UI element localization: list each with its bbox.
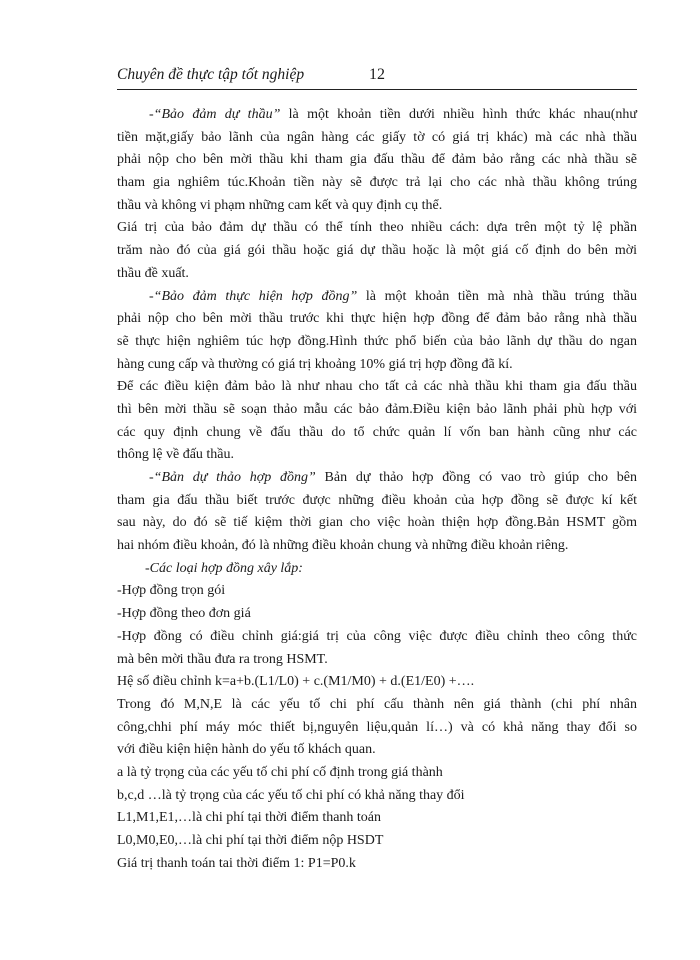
text-line: -Hợp đồng trọn gói [117,583,226,599]
text-line: Để các điều kiện đảm bảo là như nhau cho tất cả các nhà thầu khi tham gia đấu thầu [117,379,637,395]
text-line: L1,M1,E1,…là chi phí tại thời điểm thanh toán [117,810,382,826]
text-line: hai nhóm điều khoản, đó là những điều khoản chung và những điều khoản riêng. [117,538,569,554]
text-line: tham gia nghiêm túc.Khoản tiền này sẽ được trả lại cho các nhà thầu không trúng [117,175,637,191]
text-line: hàng cung cấp và thường có giá trị khoảng 10% giá trị hợp đồng đã kí. [117,356,513,372]
text-line: với điều kiện hiện hành do yếu tố khách quan. [117,742,376,758]
text-line: phải nộp cho bên mời thầu trước khi thực hiện hợp đồng để đảm bảo rằng nhà thầu [117,311,637,327]
text-line: -“Bản dự thảo hợp đồng” Bản dự thảo hợp đồng có vao trò giúp cho bên [149,470,637,485]
text-line: thầu và không vi phạm những cam kết và quy định cụ thể. [117,197,443,213]
page-header [117,64,637,90]
page-number: 12 [369,66,385,83]
text-line: tham gia đấu thầu biết trước được những điều khoản của hợp đồng sẽ được kí kết [117,492,637,508]
text-line: mà bên mời thầu đưa ra trong HSMT. [117,651,328,667]
text-line: -Hợp đồng có điều chỉnh giá:giá trị của công việc được điều chỉnh theo công thức [117,628,637,644]
text-line: phải nộp cho bên mời thầu khi tham gia đấu thầu để đảm bảo rằng các nhà thầu sẽ [117,152,637,168]
header-rule [117,89,637,90]
text-line: trăm nào đó của giá gói thầu hoặc giá dự thầu hoặc là một giá cố định do bên mời [117,243,637,259]
text-line: thông lệ về đấu thầu. [117,447,235,463]
text-line: -Các loại hợp đồng xây lắp: [145,560,303,576]
text-line: b,c,d …là tỷ trọng của các yếu tố chi phí có khả năng thay đổi [117,787,465,803]
text-line: sẽ thực hiện nghiêm túc hợp đồng.Hình thức phổ biến của bảo lãnh dự thầu do ngan [117,333,637,349]
text-line: Trong đó M,N,E là các yếu tố chi phí cấu thành nên giá thành (chi phí nhân [117,696,637,712]
document-body [117,104,637,875]
text-line: Giá trị của bảo đảm dự thầu có thể tính theo nhiều cách: dựa trên một tỷ lệ phần [117,220,637,236]
text-line: sau này, do đó sẽ tiế kiệm thời gian cho việc hoàn thiện hợp đồng.Bản HSMT gồm [117,515,637,531]
text-line: -“Bảo đảm dự thầu” là một khoản tiền dưới nhiều hình thức khác nhau(như [149,107,637,122]
text-line: tiền mặt,giấy bảo lãnh của ngân hàng các giấy tờ có giá trị khác) mà các nhà thầu [117,129,637,145]
text-line: Giá trị thanh toán tai thời điểm 1: P1=P0.k [117,855,356,871]
text-line: các quy định chung về đấu thầu do tổ chức quản lí vốn ban hành cũng như các [117,424,637,440]
text-line: -Hợp đồng theo đơn giá [117,606,251,622]
text-line: -“Bảo đảm thực hiện hợp đồng” là một khoản tiền mà nhà thầu trúng thầu [149,288,637,304]
text-line: công,chhi phí máy móc thiết bị,nguyên liệu,quản lí…) và có khả năng thay đổi so [117,719,637,735]
text-line: thầu đề xuất. [117,265,189,281]
text-line: L0,M0,E0,…là chi phí tại thời điểm nộp HSDT [117,833,384,848]
text-line: thì bên mời thầu sẽ soạn thảo mẫu các bảo đảm.Điều kiện bảo lãnh phải phù hợp với [117,401,637,417]
header-title: Chuyên đề thực tập tốt nghiệp [117,66,305,83]
text-line: a là tỷ trọng của các yếu tố chi phí cố định trong giá thành [117,764,443,780]
text-line: Hệ số điều chỉnh k=a+b.(L1/L0) + c.(M1/M0) + d.(E1/E0) +…. [117,674,475,690]
